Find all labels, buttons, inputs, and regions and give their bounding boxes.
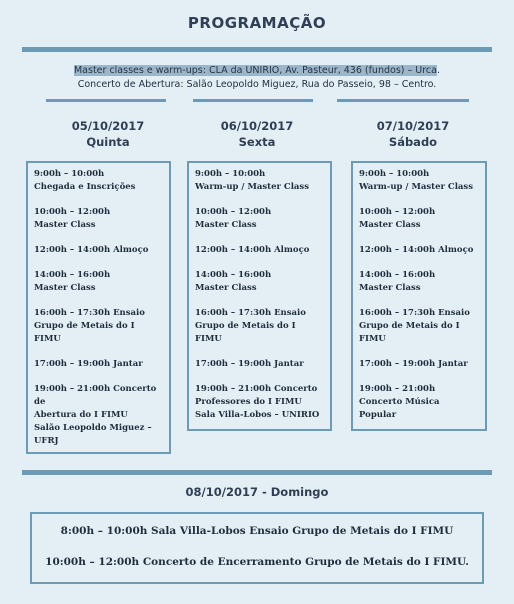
venue-masterclass-end: . xyxy=(436,65,440,76)
sunday-item-2: 10:00h – 12:00h Concerto de Encerramento Grupo de Metais do I FIMU. xyxy=(45,556,469,568)
schedule-item: 14:00h – 16:00h Master Class xyxy=(195,270,272,293)
schedule-item: 12:00h – 14:00h Almoço xyxy=(34,245,149,255)
schedule-item: 10:00h – 12:00h Master Class xyxy=(34,207,111,230)
schedule-item: 9:00h – 10:00h Warm-up / Master Class xyxy=(195,169,310,192)
venue-concert-line: Concerto de Abertura: Salão Leopoldo Miguez, Rua do Passeio, 98 – Centro. xyxy=(77,79,437,90)
schedule-item: 16:00h – 17:30h Ensaio Grupo de Metais do I FIMU xyxy=(195,308,306,344)
venue-masterclass-highlight: Master classes e warm-ups: CLA da UNIRIO, Av. Pasteur, 436 (fundos) – Urca xyxy=(73,65,437,76)
schedule-item: 14:00h – 16:00h Master Class xyxy=(34,270,111,293)
schedule-item: 17:00h – 19:00h Jantar xyxy=(34,359,143,369)
schedule-item: 9:00h – 10:00h Warm-up / Master Class xyxy=(359,169,474,192)
schedule-item: 19:00h – 21:00h Concerto Música Popular xyxy=(359,384,440,420)
schedule-box-thursday xyxy=(26,161,171,454)
schedule-item: 19:00h – 21:00h Concerto Professores do I FIMU Sala Villa-Lobos – UNIRIO xyxy=(195,384,320,420)
page-title: PROGRAMAÇÃO xyxy=(187,14,327,32)
day-date: 06/10/2017 xyxy=(220,119,294,133)
schedule-box-sunday xyxy=(30,512,484,584)
day-heading-sunday: 08/10/2017 - Domingo xyxy=(185,485,329,499)
schedule-item: 14:00h – 16:00h Master Class xyxy=(359,270,436,293)
schedule-item: 16:00h – 17:30h Ensaio Grupo de Metais do I FIMU xyxy=(34,308,145,344)
schedule-item: 9:00h – 10:00h Chegada e Inscrições xyxy=(34,169,136,192)
venue-info xyxy=(0,64,514,92)
schedule-item: 17:00h – 19:00h Jantar xyxy=(359,359,468,369)
sunday-divider xyxy=(22,470,492,475)
day-divider-2 xyxy=(193,99,313,102)
day-divider-3 xyxy=(337,99,469,102)
schedule-item: 16:00h – 17:30h Ensaio Grupo de Metais do I FIMU xyxy=(359,308,470,344)
sunday-item-1: 8:00h – 10:00h Sala Villa-Lobos Ensaio Grupo de Metais do I FIMU xyxy=(60,525,454,537)
title-divider xyxy=(22,47,492,52)
schedule-box-friday xyxy=(187,161,332,431)
day-divider-1 xyxy=(46,99,166,102)
schedule-item: 10:00h – 12:00h Master Class xyxy=(359,207,436,230)
schedule-item: 12:00h – 14:00h Almoço xyxy=(359,245,474,255)
day-date: 05/10/2017 xyxy=(71,119,145,133)
day-weekday: Sábado xyxy=(388,135,438,149)
day-weekday: Sexta xyxy=(238,135,276,149)
schedule-item: 10:00h – 12:00h Master Class xyxy=(195,207,272,230)
venue-masterclass-line xyxy=(0,64,514,78)
day-heading-saturday xyxy=(333,118,493,150)
schedule-item: 12:00h – 14:00h Almoço xyxy=(195,245,310,255)
schedule-item: 19:00h – 21:00h Concerto de Abertura do I FIMU Salão Leopoldo Miguez – UFRJ xyxy=(34,384,157,446)
schedule-box-saturday xyxy=(351,161,487,431)
day-heading-friday xyxy=(177,118,337,150)
day-weekday: Quinta xyxy=(86,135,130,149)
schedule-item: 17:00h – 19:00h Jantar xyxy=(195,359,304,369)
day-heading-thursday xyxy=(28,118,188,150)
day-date: 07/10/2017 xyxy=(376,119,450,133)
